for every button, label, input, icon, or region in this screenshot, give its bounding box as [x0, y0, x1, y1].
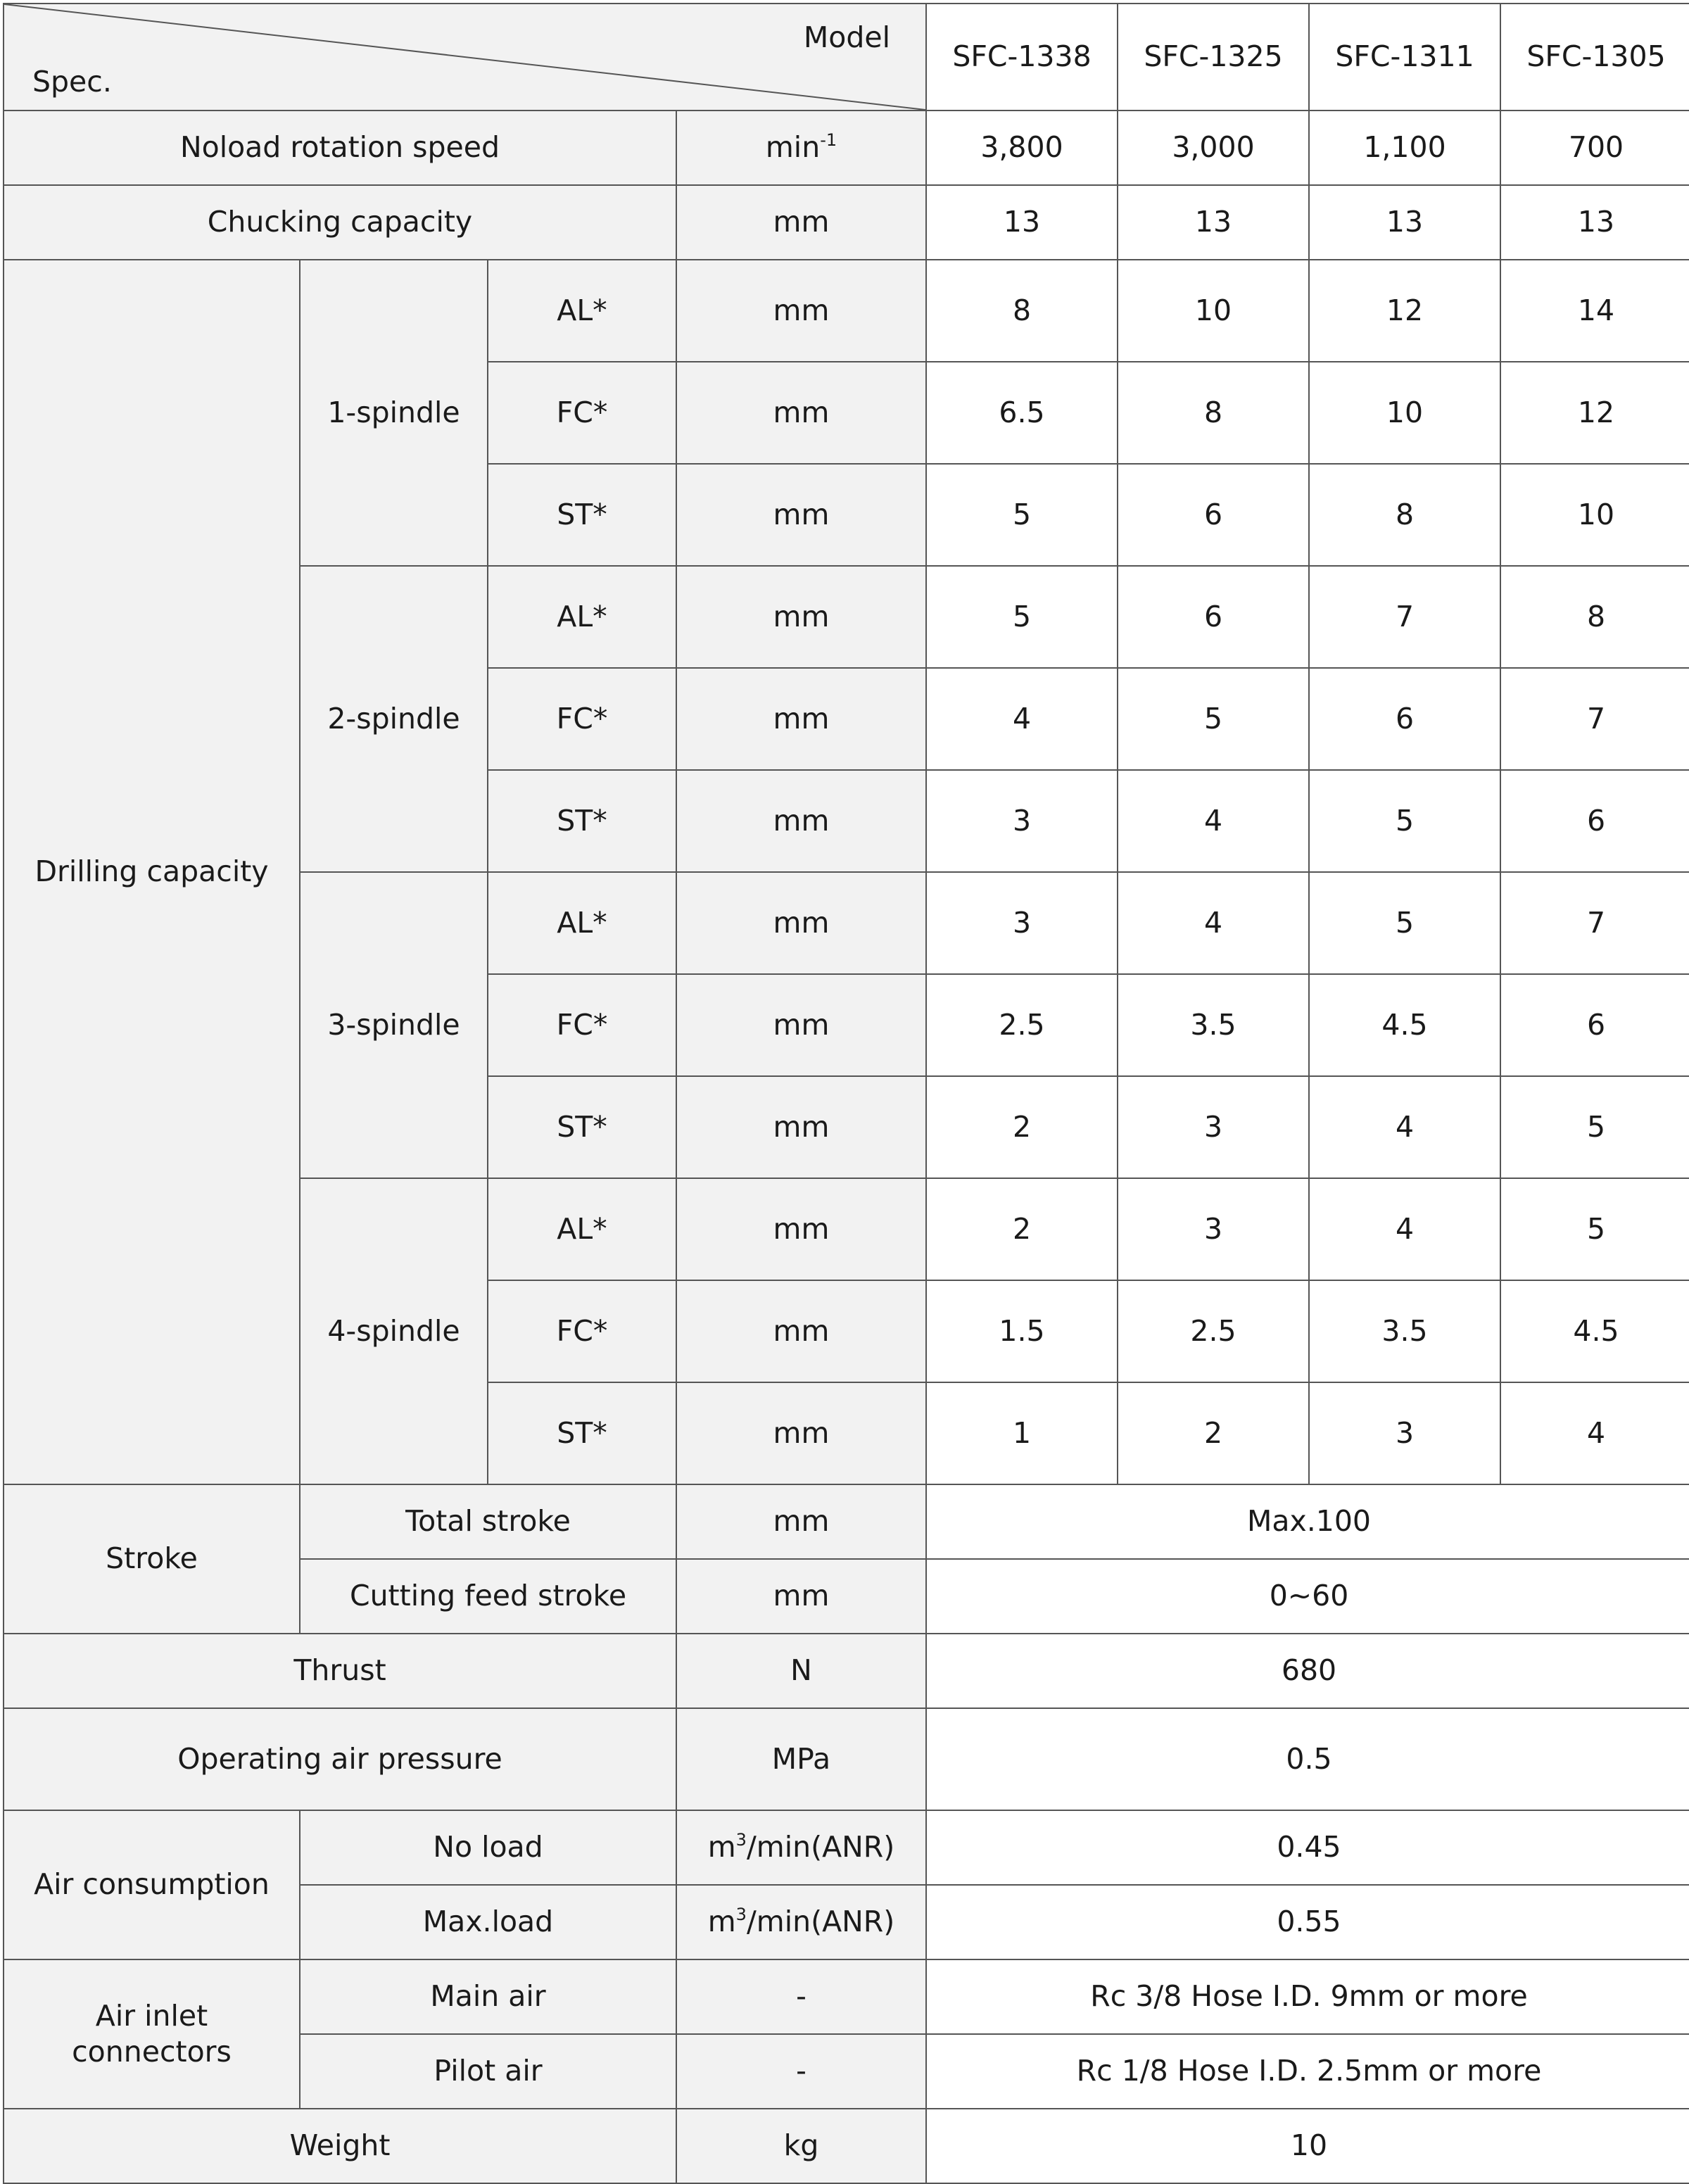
unit-cell: N	[676, 1634, 926, 1708]
value-cell: 5	[926, 566, 1118, 668]
value-cell: 13	[926, 185, 1118, 260]
material-label: ST*	[488, 770, 676, 872]
drilling-row	[4, 260, 1689, 362]
total-stroke-value: Max.100	[926, 1484, 1689, 1559]
spindle-group-label: 3-spindle	[300, 872, 488, 1178]
main-air-row	[4, 1959, 1689, 2034]
value-cell: 5	[1118, 668, 1309, 770]
cutting-feed-stroke-value: 0~60	[926, 1559, 1689, 1634]
no-load-label: No load	[300, 1810, 676, 1885]
material-label: FC*	[488, 1280, 676, 1382]
value-cell: 12	[1500, 362, 1689, 464]
value-cell: 5	[1309, 770, 1500, 872]
thrust-value: 680	[926, 1634, 1689, 1708]
value-cell: 6	[1500, 974, 1689, 1076]
value-cell: 6	[1500, 770, 1689, 872]
value-cell: 6	[1309, 668, 1500, 770]
material-label: AL*	[488, 1178, 676, 1280]
unit-cell: -	[676, 1959, 926, 2034]
unit-cell: -	[676, 2034, 926, 2109]
air-consumption-label: Air consumption	[4, 1810, 300, 1959]
model-name-cell: SFC-1325	[1118, 4, 1309, 111]
value-cell: 3	[1118, 1178, 1309, 1280]
air-inlet-connectors-label: Air inlet connectors	[4, 1959, 300, 2109]
value-cell: 4	[1500, 1382, 1689, 1484]
model-name-cell: SFC-1311	[1309, 4, 1500, 111]
main-air-label: Main air	[300, 1959, 676, 2034]
no-load-value: 0.45	[926, 1810, 1689, 1885]
value-cell: 700	[1500, 111, 1689, 185]
value-cell: 4	[1118, 872, 1309, 974]
max-load-value: 0.55	[926, 1885, 1689, 1959]
value-cell: 4.5	[1309, 974, 1500, 1076]
value-cell: 3,800	[926, 111, 1118, 185]
noload-rotation-speed-row	[4, 111, 1689, 185]
stroke-label: Stroke	[4, 1484, 300, 1634]
value-cell: 10	[1500, 464, 1689, 566]
value-cell: 4	[1309, 1178, 1500, 1280]
noload-rotation-speed-unit: $\min^{-1}$	[676, 111, 926, 185]
value-cell: 13	[1118, 185, 1309, 260]
value-cell: 3.5	[1118, 974, 1309, 1076]
value-cell: 3	[926, 770, 1118, 872]
value-cell: 4	[926, 668, 1118, 770]
unit-cell: mm	[676, 1178, 926, 1280]
value-cell: 5	[1500, 1178, 1689, 1280]
unit-cell: mm	[676, 464, 926, 566]
value-cell: 3	[1309, 1382, 1500, 1484]
model-name-cell: SFC-1338	[926, 4, 1118, 111]
unit-cell: mm	[676, 1076, 926, 1178]
value-cell: 5	[1309, 872, 1500, 974]
value-cell: 3,000	[1118, 111, 1309, 185]
pilot-air-label: Pilot air	[300, 2034, 676, 2109]
unit-cell: mm	[676, 1559, 926, 1634]
material-label: AL*	[488, 872, 676, 974]
spec-header-label: Spec.	[32, 64, 112, 99]
drilling-capacity-label: Drilling capacity	[4, 260, 300, 1484]
value-cell: 1,100	[1309, 111, 1500, 185]
value-cell: 8	[926, 260, 1118, 362]
value-cell: 8	[1309, 464, 1500, 566]
unit-cell: kg	[676, 2109, 926, 2183]
cutting-feed-stroke-label: Cutting feed stroke	[300, 1559, 676, 1634]
value-cell: 1	[926, 1382, 1118, 1484]
air-consumption-no-load-row	[4, 1810, 1689, 1885]
model-header-label: Model	[803, 20, 890, 54]
value-cell: 14	[1500, 260, 1689, 362]
value-cell: 10	[1309, 362, 1500, 464]
total-stroke-label: Total stroke	[300, 1484, 676, 1559]
diagonal-divider	[4, 4, 925, 110]
spec-table	[3, 3, 1689, 2184]
spindle-group-label: 4-spindle	[300, 1178, 488, 1484]
material-label: ST*	[488, 464, 676, 566]
unit-cell: mm	[676, 566, 926, 668]
material-label: FC*	[488, 668, 676, 770]
value-cell: 3.5	[1309, 1280, 1500, 1382]
material-label: AL*	[488, 260, 676, 362]
weight-row	[4, 2109, 1689, 2183]
unit-cell: mm	[676, 362, 926, 464]
total-stroke-row	[4, 1484, 1689, 1559]
unit-cell: mm	[676, 1280, 926, 1382]
material-label: AL*	[488, 566, 676, 668]
spindle-group-label: 2-spindle	[300, 566, 488, 872]
main-air-value: Rc 3/8 Hose I.D. 9mm or more	[926, 1959, 1689, 2034]
value-cell: 13	[1500, 185, 1689, 260]
value-cell: 8	[1118, 362, 1309, 464]
header-row	[4, 4, 1689, 111]
thrust-row	[4, 1634, 1689, 1708]
weight-label: Weight	[4, 2109, 676, 2183]
value-cell: 2	[1118, 1382, 1309, 1484]
value-cell: 4	[1309, 1076, 1500, 1178]
header-corner-cell	[4, 4, 926, 111]
value-cell: 3	[1118, 1076, 1309, 1178]
model-name-cell: SFC-1305	[1500, 4, 1689, 111]
pilot-air-value: Rc 1/8 Hose I.D. 2.5mm or more	[926, 2034, 1689, 2109]
value-cell: 8	[1500, 566, 1689, 668]
material-label: FC*	[488, 362, 676, 464]
value-cell: 7	[1500, 872, 1689, 974]
unit-cell: mm	[676, 1484, 926, 1559]
value-cell: 12	[1309, 260, 1500, 362]
value-cell: 6	[1118, 566, 1309, 668]
value-cell: 4.5	[1500, 1280, 1689, 1382]
value-cell: 7	[1500, 668, 1689, 770]
air-consumption-unit: $m^3/\min(ANR)$	[676, 1810, 926, 1885]
value-cell: 5	[926, 464, 1118, 566]
value-cell: 4	[1118, 770, 1309, 872]
material-label: FC*	[488, 974, 676, 1076]
unit-cell: MPa	[676, 1708, 926, 1810]
value-cell: 1.5	[926, 1280, 1118, 1382]
operating-air-pressure-row	[4, 1708, 1689, 1810]
operating-air-pressure-label: Operating air pressure	[4, 1708, 676, 1810]
max-load-label: Max.load	[300, 1885, 676, 1959]
value-cell: 2.5	[926, 974, 1118, 1076]
value-cell: 2.5	[1118, 1280, 1309, 1382]
value-cell: 3	[926, 872, 1118, 974]
value-cell: 6	[1118, 464, 1309, 566]
unit-cell: mm	[676, 872, 926, 974]
material-label: ST*	[488, 1076, 676, 1178]
value-cell: 2	[926, 1076, 1118, 1178]
thrust-label: Thrust	[4, 1634, 676, 1708]
value-cell: 7	[1309, 566, 1500, 668]
value-cell: 10	[1118, 260, 1309, 362]
unit-cell: mm	[676, 1382, 926, 1484]
unit-cell: mm	[676, 668, 926, 770]
operating-air-pressure-value: 0.5	[926, 1708, 1689, 1810]
unit-cell: mm	[676, 974, 926, 1076]
chucking-capacity-label: Chucking capacity	[4, 185, 676, 260]
value-cell: 6.5	[926, 362, 1118, 464]
air-consumption-unit: $m^3/\min(ANR)$	[676, 1885, 926, 1959]
unit-cell: mm	[676, 770, 926, 872]
chucking-capacity-row	[4, 185, 1689, 260]
unit-cell: mm	[676, 260, 926, 362]
value-cell: 5	[1500, 1076, 1689, 1178]
material-label: ST*	[488, 1382, 676, 1484]
spindle-group-label: 1-spindle	[300, 260, 488, 566]
value-cell: 13	[1309, 185, 1500, 260]
weight-value: 10	[926, 2109, 1689, 2183]
unit-cell: mm	[676, 185, 926, 260]
value-cell: 2	[926, 1178, 1118, 1280]
noload-rotation-speed-label: Noload rotation speed	[4, 111, 676, 185]
